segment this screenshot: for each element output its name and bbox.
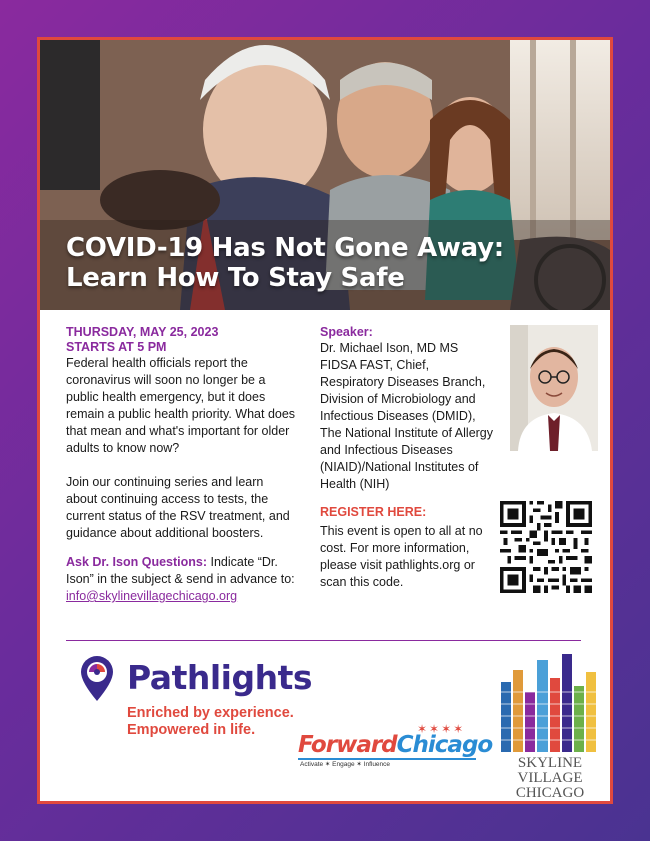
skyline-village-wordmark	[495, 756, 605, 801]
speaker-section	[320, 325, 600, 591]
register-label: REGISTER HERE:	[320, 505, 427, 519]
chicago-stars-icon: ✶✶✶✶	[417, 722, 466, 736]
forward-chicago-wordmark	[298, 732, 492, 758]
event-date: THURSDAY, MAY 25, 2023	[66, 325, 219, 339]
hero-photo	[40, 40, 610, 310]
pathlights-tagline-1: Enriched by experience.	[127, 705, 294, 721]
chicago-word: Chicago	[396, 732, 493, 758]
register-text: This event is open to all at no cost. For more information, please visit pathlights.org or scan this code.	[320, 524, 483, 589]
qr-code-graphic	[500, 501, 592, 593]
pathlights-tagline	[127, 705, 294, 739]
pathlights-tagline-2: Empowered in life.	[127, 722, 256, 738]
ask-questions-text: Indicate “Dr. Ison” in the subject & send in advance to:	[66, 555, 295, 586]
email-link[interactable]: info@skylinevillagechicago.org	[66, 589, 238, 603]
ask-questions-label: Ask Dr. Ison Questions:	[66, 555, 208, 569]
skyline-buildings-icon	[495, 652, 605, 752]
skyline-village-logo	[495, 652, 605, 802]
speaker-portrait	[510, 325, 598, 451]
event-time: STARTS AT 5 PM	[66, 340, 167, 354]
divider	[66, 640, 581, 641]
event-description: Federal health officials report the coronavirus will soon no longer be a public health emergency, but it does remain a public health priority. What does that mean and what's important for older adults to know now?	[66, 356, 296, 455]
ask-questions	[66, 554, 296, 605]
skyline-line-2: VILLAGE	[517, 770, 583, 786]
forward-chicago-tagline: Activate ✶ Engage ✶ Influence	[300, 761, 391, 768]
series-description: Join our continuing series and learn about continuing access to tests, the current status of the RSV treatment, and guidance about additional boosters.	[66, 475, 290, 540]
skyline-line-3: CHICAGO	[515, 785, 585, 801]
forward-chicago-logo	[298, 722, 493, 768]
hero-title	[66, 233, 606, 293]
hero-title-line-2: Learn How To Stay Safe	[66, 263, 405, 293]
forward-word: Forward	[298, 732, 397, 758]
speaker-bio: Dr. Michael Ison, MD MS FIDSA FAST, Chief, Respiratory Diseases Branch, Division of Microbiology and Infectious Diseases (DMID), The National Institute of Allergy and Infectious Diseases (NIAID)/National Institutes of Health (NIH)	[320, 341, 494, 491]
hero-title-line-1: COVID-19 Has Not Gone Away:	[66, 233, 504, 263]
flyer	[37, 37, 613, 804]
pathlights-wordmark: Pathlights	[127, 658, 312, 697]
pathlights-logo	[77, 652, 317, 742]
speaker-photo	[510, 325, 598, 451]
pathlights-pin-icon	[77, 654, 117, 702]
event-details	[66, 325, 296, 605]
speaker-label: Speaker:	[320, 325, 373, 339]
skyline-line-1: SKYLINE	[517, 755, 583, 771]
qr-code[interactable]	[500, 501, 592, 593]
